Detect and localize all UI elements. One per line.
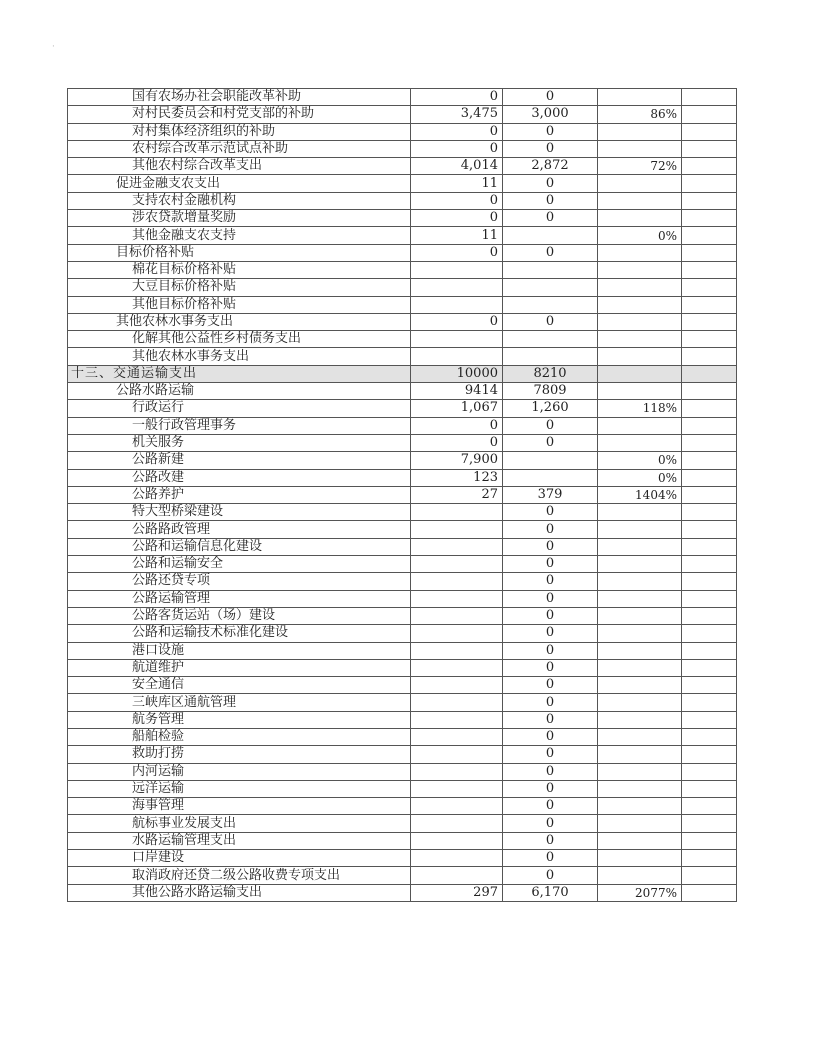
- actual-value-cell: 0: [503, 850, 598, 867]
- ratio-cell: [598, 556, 682, 573]
- table-row: [68, 365, 737, 382]
- budget-table: [67, 88, 737, 902]
- actual-value-cell: [503, 331, 598, 348]
- table-row: [68, 313, 737, 330]
- item-name-cell: 化解其他公益性乡村债务支出: [68, 331, 411, 348]
- actual-value-cell: 0: [503, 140, 598, 157]
- item-name-cell: 港口设施: [68, 642, 411, 659]
- budget-value-cell: 10000: [411, 365, 503, 382]
- ratio-cell: [598, 331, 682, 348]
- ratio-cell: [598, 365, 682, 382]
- ratio-cell: [598, 210, 682, 227]
- budget-value-cell: [411, 746, 503, 763]
- item-name-cell: 公路和运输技术标准化建设: [68, 625, 411, 642]
- ratio-cell: [598, 711, 682, 728]
- note-cell: [682, 607, 737, 624]
- actual-value-cell: 0: [503, 313, 598, 330]
- table-row: [68, 694, 737, 711]
- ratio-cell: [598, 590, 682, 607]
- budget-value-cell: 0: [411, 89, 503, 106]
- ratio-cell: 0%: [598, 452, 682, 469]
- budget-value-cell: [411, 521, 503, 538]
- actual-value-cell: [503, 348, 598, 365]
- note-cell: [682, 556, 737, 573]
- item-name-cell: 取消政府还贷二级公路收费专项支出: [68, 867, 411, 884]
- item-name-cell: 远洋运输: [68, 780, 411, 797]
- note-cell: [682, 659, 737, 676]
- note-cell: [682, 383, 737, 400]
- note-cell: [682, 694, 737, 711]
- ratio-cell: [598, 175, 682, 192]
- ratio-cell: [598, 728, 682, 745]
- item-name-cell: 航标事业发展支出: [68, 815, 411, 832]
- note-cell: [682, 780, 737, 797]
- item-name-cell: 其他金融支农支持: [68, 227, 411, 244]
- ratio-cell: [598, 123, 682, 140]
- budget-value-cell: 0: [411, 140, 503, 157]
- actual-value-cell: 0: [503, 192, 598, 209]
- item-name-cell: 口岸建设: [68, 850, 411, 867]
- budget-value-cell: [411, 642, 503, 659]
- item-name-cell: 公路水路运输: [68, 383, 411, 400]
- actual-value-cell: 0: [503, 763, 598, 780]
- table-row: [68, 556, 737, 573]
- note-cell: [682, 884, 737, 901]
- actual-value-cell: 0: [503, 711, 598, 728]
- item-name-cell: 航务管理: [68, 711, 411, 728]
- table-row: [68, 677, 737, 694]
- table-row: [68, 296, 737, 313]
- budget-value-cell: 0: [411, 313, 503, 330]
- item-name-cell: 安全通信: [68, 677, 411, 694]
- table-row: [68, 746, 737, 763]
- table-row: [68, 210, 737, 227]
- table-row: [68, 279, 737, 296]
- table-row: [68, 590, 737, 607]
- item-name-cell: 十三、交通运输支出: [68, 365, 411, 382]
- ratio-cell: [598, 140, 682, 157]
- budget-value-cell: 0: [411, 210, 503, 227]
- actual-value-cell: 0: [503, 832, 598, 849]
- table-row: [68, 261, 737, 278]
- table-row: [68, 850, 737, 867]
- budget-value-cell: 27: [411, 486, 503, 503]
- ratio-cell: [598, 573, 682, 590]
- item-name-cell: 航道维护: [68, 659, 411, 676]
- note-cell: [682, 89, 737, 106]
- ratio-cell: [598, 677, 682, 694]
- budget-value-cell: [411, 763, 503, 780]
- budget-value-cell: 1,067: [411, 400, 503, 417]
- budget-value-cell: [411, 677, 503, 694]
- note-cell: [682, 192, 737, 209]
- table-row: [68, 607, 737, 624]
- ratio-cell: [598, 625, 682, 642]
- table-row: [68, 469, 737, 486]
- actual-value-cell: 0: [503, 625, 598, 642]
- note-cell: [682, 538, 737, 555]
- budget-value-cell: [411, 296, 503, 313]
- item-name-cell: 公路改建: [68, 469, 411, 486]
- table-row: [68, 434, 737, 451]
- item-name-cell: 公路运输管理: [68, 590, 411, 607]
- table-row: [68, 642, 737, 659]
- actual-value-cell: 0: [503, 538, 598, 555]
- item-name-cell: 大豆目标价格补贴: [68, 279, 411, 296]
- ratio-cell: [598, 763, 682, 780]
- item-name-cell: 行政运行: [68, 400, 411, 417]
- budget-value-cell: 0: [411, 434, 503, 451]
- item-name-cell: 机关服务: [68, 434, 411, 451]
- budget-value-cell: [411, 331, 503, 348]
- note-cell: [682, 175, 737, 192]
- item-name-cell: 其他公路水路运输支出: [68, 884, 411, 901]
- budget-value-cell: 297: [411, 884, 503, 901]
- ratio-cell: [598, 780, 682, 797]
- ratio-cell: [598, 192, 682, 209]
- actual-value-cell: 0: [503, 244, 598, 261]
- note-cell: [682, 279, 737, 296]
- table-row: [68, 348, 737, 365]
- budget-value-cell: [411, 711, 503, 728]
- ratio-cell: [598, 434, 682, 451]
- budget-value-cell: 3,475: [411, 106, 503, 123]
- budget-value-cell: [411, 556, 503, 573]
- note-cell: [682, 469, 737, 486]
- item-name-cell: 对村集体经济组织的补助: [68, 123, 411, 140]
- note-cell: [682, 763, 737, 780]
- note-cell: [682, 244, 737, 261]
- budget-value-cell: [411, 279, 503, 296]
- note-cell: [682, 210, 737, 227]
- budget-value-cell: [411, 348, 503, 365]
- table-row: [68, 192, 737, 209]
- item-name-cell: 其他农林水事务支出: [68, 313, 411, 330]
- note-cell: [682, 452, 737, 469]
- ratio-cell: [598, 798, 682, 815]
- ratio-cell: [598, 296, 682, 313]
- item-name-cell: 公路新建: [68, 452, 411, 469]
- ratio-cell: [598, 867, 682, 884]
- note-cell: [682, 331, 737, 348]
- note-cell: [682, 711, 737, 728]
- budget-table-body: [68, 89, 737, 902]
- table-row: [68, 244, 737, 261]
- ratio-cell: [598, 417, 682, 434]
- table-row: [68, 573, 737, 590]
- budget-value-cell: 7,900: [411, 452, 503, 469]
- item-name-cell: 内河运输: [68, 763, 411, 780]
- ratio-cell: [598, 607, 682, 624]
- ratio-cell: [598, 348, 682, 365]
- ratio-cell: [598, 521, 682, 538]
- item-name-cell: 公路还贷专项: [68, 573, 411, 590]
- ratio-cell: [598, 746, 682, 763]
- ratio-cell: 0%: [598, 469, 682, 486]
- note-cell: [682, 296, 737, 313]
- table-row: [68, 798, 737, 815]
- item-name-cell: 公路养护: [68, 486, 411, 503]
- actual-value-cell: 0: [503, 746, 598, 763]
- actual-value-cell: 0: [503, 642, 598, 659]
- ratio-cell: [598, 313, 682, 330]
- actual-value-cell: [503, 261, 598, 278]
- budget-value-cell: 0: [411, 417, 503, 434]
- budget-value-cell: [411, 573, 503, 590]
- actual-value-cell: 8210: [503, 365, 598, 382]
- note-cell: [682, 365, 737, 382]
- ratio-cell: 118%: [598, 400, 682, 417]
- item-name-cell: 一般行政管理事务: [68, 417, 411, 434]
- table-row: [68, 175, 737, 192]
- budget-value-cell: [411, 538, 503, 555]
- budget-value-cell: [411, 832, 503, 849]
- table-row: [68, 711, 737, 728]
- budget-value-cell: [411, 694, 503, 711]
- table-row: [68, 383, 737, 400]
- table-row: [68, 815, 737, 832]
- budget-value-cell: [411, 867, 503, 884]
- item-name-cell: 农村综合改革示范试点补助: [68, 140, 411, 157]
- actual-value-cell: 0: [503, 780, 598, 797]
- actual-value-cell: [503, 227, 598, 244]
- note-cell: [682, 140, 737, 157]
- actual-value-cell: 2,872: [503, 158, 598, 175]
- note-cell: [682, 798, 737, 815]
- budget-value-cell: [411, 780, 503, 797]
- item-name-cell: 救助打捞: [68, 746, 411, 763]
- item-name-cell: 公路和运输信息化建设: [68, 538, 411, 555]
- note-cell: [682, 728, 737, 745]
- table-row: [68, 400, 737, 417]
- table-row: [68, 106, 737, 123]
- item-name-cell: 其他目标价格补贴: [68, 296, 411, 313]
- table-row: [68, 331, 737, 348]
- actual-value-cell: [503, 279, 598, 296]
- budget-value-cell: [411, 607, 503, 624]
- item-name-cell: 其他农村综合改革支出: [68, 158, 411, 175]
- table-row: [68, 417, 737, 434]
- table-row: [68, 452, 737, 469]
- ratio-cell: 0%: [598, 227, 682, 244]
- ratio-cell: [598, 244, 682, 261]
- actual-value-cell: 0: [503, 677, 598, 694]
- note-cell: [682, 348, 737, 365]
- note-cell: [682, 106, 737, 123]
- actual-value-cell: 0: [503, 521, 598, 538]
- budget-value-cell: 9414: [411, 383, 503, 400]
- table-row: [68, 867, 737, 884]
- actual-value-cell: [503, 469, 598, 486]
- actual-value-cell: 0: [503, 89, 598, 106]
- actual-value-cell: 0: [503, 867, 598, 884]
- actual-value-cell: 1,260: [503, 400, 598, 417]
- budget-value-cell: [411, 590, 503, 607]
- item-name-cell: 目标价格补贴: [68, 244, 411, 261]
- ratio-cell: [598, 383, 682, 400]
- table-row: [68, 884, 737, 901]
- table-row: [68, 486, 737, 503]
- budget-value-cell: 4,014: [411, 158, 503, 175]
- item-name-cell: 公路路政管理: [68, 521, 411, 538]
- actual-value-cell: 0: [503, 417, 598, 434]
- ratio-cell: [598, 261, 682, 278]
- ratio-cell: [598, 815, 682, 832]
- note-cell: [682, 261, 737, 278]
- table-row: [68, 659, 737, 676]
- budget-value-cell: 0: [411, 123, 503, 140]
- actual-value-cell: 0: [503, 504, 598, 521]
- actual-value-cell: 0: [503, 175, 598, 192]
- table-row: [68, 763, 737, 780]
- table-row: [68, 521, 737, 538]
- actual-value-cell: 0: [503, 659, 598, 676]
- actual-value-cell: [503, 452, 598, 469]
- table-row: [68, 158, 737, 175]
- table-row: [68, 728, 737, 745]
- note-cell: [682, 434, 737, 451]
- item-name-cell: 支持农村金融机构: [68, 192, 411, 209]
- note-cell: [682, 590, 737, 607]
- table-row: [68, 780, 737, 797]
- table-row: [68, 625, 737, 642]
- ratio-cell: [598, 538, 682, 555]
- item-name-cell: 国有农场办社会职能改革补助: [68, 89, 411, 106]
- actual-value-cell: 6,170: [503, 884, 598, 901]
- note-cell: [682, 486, 737, 503]
- note-cell: [682, 400, 737, 417]
- ratio-cell: 1404%: [598, 486, 682, 503]
- actual-value-cell: 0: [503, 590, 598, 607]
- ratio-cell: [598, 694, 682, 711]
- actual-value-cell: 0: [503, 556, 598, 573]
- note-cell: [682, 313, 737, 330]
- actual-value-cell: 7809: [503, 383, 598, 400]
- ratio-cell: 2077%: [598, 884, 682, 901]
- table-row: [68, 538, 737, 555]
- note-cell: [682, 867, 737, 884]
- ratio-cell: [598, 504, 682, 521]
- actual-value-cell: 0: [503, 815, 598, 832]
- note-cell: [682, 815, 737, 832]
- table-row: [68, 123, 737, 140]
- item-name-cell: 公路客货运站（场）建设: [68, 607, 411, 624]
- budget-value-cell: 0: [411, 244, 503, 261]
- budget-value-cell: 123: [411, 469, 503, 486]
- table-row: [68, 227, 737, 244]
- note-cell: [682, 677, 737, 694]
- budget-value-cell: [411, 798, 503, 815]
- budget-value-cell: [411, 728, 503, 745]
- budget-value-cell: [411, 815, 503, 832]
- ratio-cell: 86%: [598, 106, 682, 123]
- budget-value-cell: 0: [411, 192, 503, 209]
- note-cell: [682, 746, 737, 763]
- note-cell: [682, 642, 737, 659]
- actual-value-cell: 3,000: [503, 106, 598, 123]
- actual-value-cell: 0: [503, 210, 598, 227]
- budget-value-cell: [411, 659, 503, 676]
- ratio-cell: [598, 832, 682, 849]
- note-cell: [682, 123, 737, 140]
- item-name-cell: 其他农林水事务支出: [68, 348, 411, 365]
- table-row: [68, 140, 737, 157]
- note-cell: [682, 504, 737, 521]
- page-mark: ·: [52, 42, 55, 52]
- actual-value-cell: 379: [503, 486, 598, 503]
- ratio-cell: 72%: [598, 158, 682, 175]
- item-name-cell: 特大型桥梁建设: [68, 504, 411, 521]
- table-row: [68, 89, 737, 106]
- budget-value-cell: 11: [411, 227, 503, 244]
- item-name-cell: 棉花目标价格补贴: [68, 261, 411, 278]
- item-name-cell: 海事管理: [68, 798, 411, 815]
- budget-value-cell: 11: [411, 175, 503, 192]
- actual-value-cell: 0: [503, 434, 598, 451]
- ratio-cell: [598, 642, 682, 659]
- item-name-cell: 对村民委员会和村党支部的补助: [68, 106, 411, 123]
- actual-value-cell: 0: [503, 728, 598, 745]
- actual-value-cell: 0: [503, 573, 598, 590]
- note-cell: [682, 417, 737, 434]
- ratio-cell: [598, 659, 682, 676]
- note-cell: [682, 573, 737, 590]
- budget-value-cell: [411, 261, 503, 278]
- actual-value-cell: [503, 296, 598, 313]
- table-row: [68, 832, 737, 849]
- actual-value-cell: 0: [503, 123, 598, 140]
- item-name-cell: 涉农贷款增量奖励: [68, 210, 411, 227]
- actual-value-cell: 0: [503, 607, 598, 624]
- actual-value-cell: 0: [503, 798, 598, 815]
- ratio-cell: [598, 279, 682, 296]
- table-row: [68, 504, 737, 521]
- ratio-cell: [598, 89, 682, 106]
- ratio-cell: [598, 850, 682, 867]
- item-name-cell: 三峡库区通航管理: [68, 694, 411, 711]
- note-cell: [682, 625, 737, 642]
- item-name-cell: 公路和运输安全: [68, 556, 411, 573]
- note-cell: [682, 832, 737, 849]
- note-cell: [682, 850, 737, 867]
- item-name-cell: 促进金融支农支出: [68, 175, 411, 192]
- budget-value-cell: [411, 504, 503, 521]
- actual-value-cell: 0: [503, 694, 598, 711]
- item-name-cell: 船舶检验: [68, 728, 411, 745]
- item-name-cell: 水路运输管理支出: [68, 832, 411, 849]
- note-cell: [682, 521, 737, 538]
- note-cell: [682, 227, 737, 244]
- note-cell: [682, 158, 737, 175]
- budget-value-cell: [411, 850, 503, 867]
- budget-value-cell: [411, 625, 503, 642]
